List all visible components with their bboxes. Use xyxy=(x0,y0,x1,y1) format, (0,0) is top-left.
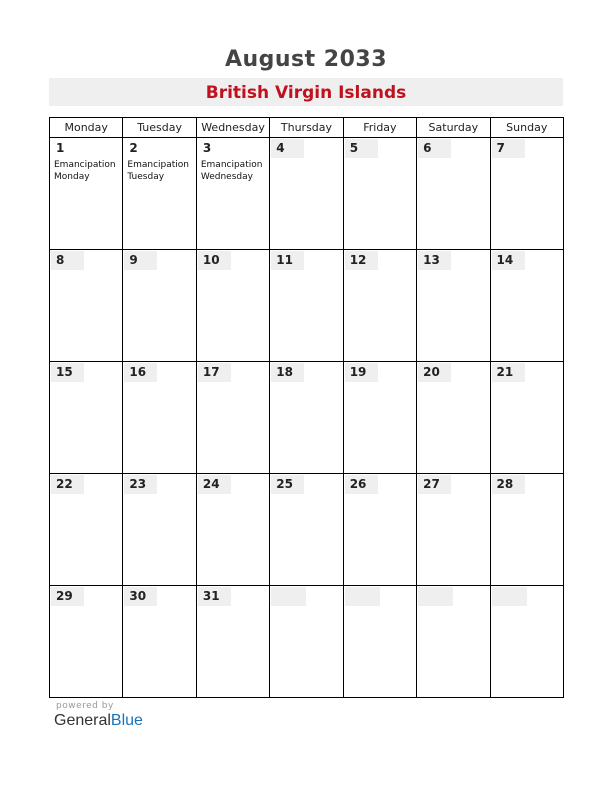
day-cell[interactable] xyxy=(50,586,123,698)
day-number: 7 xyxy=(492,139,525,158)
day-cell[interactable] xyxy=(196,250,269,362)
day-number: 29 xyxy=(51,587,84,606)
weekday-header: Sunday xyxy=(490,118,563,138)
day-number: 31 xyxy=(198,587,231,606)
week-row xyxy=(50,138,564,250)
day-cell[interactable] xyxy=(196,362,269,474)
day-cell[interactable] xyxy=(417,250,490,362)
day-cell[interactable] xyxy=(123,474,196,586)
day-number: 10 xyxy=(198,251,231,270)
day-number: 11 xyxy=(271,251,304,270)
day-cell[interactable] xyxy=(343,250,416,362)
day-number: 12 xyxy=(345,251,378,270)
weekday-header: Thursday xyxy=(270,118,343,138)
day-number: 9 xyxy=(124,251,157,270)
day-cell[interactable] xyxy=(490,586,563,698)
day-number: 17 xyxy=(198,363,231,382)
holiday-label: Emancipation Wednesday xyxy=(200,160,263,182)
calendar-title: August 2033 xyxy=(224,47,388,72)
day-number: 2 xyxy=(124,139,157,158)
day-number: 3 xyxy=(198,139,231,158)
day-number: 18 xyxy=(271,363,304,382)
day-cell[interactable] xyxy=(343,474,416,586)
day-cell[interactable] xyxy=(123,250,196,362)
day-cell[interactable] xyxy=(270,362,343,474)
day-number: 25 xyxy=(271,475,304,494)
day-number: 28 xyxy=(492,475,525,494)
day-number: 19 xyxy=(345,363,378,382)
day-number: 4 xyxy=(271,139,304,158)
weekday-header: Wednesday xyxy=(196,118,269,138)
brand-blue: Blue xyxy=(110,712,143,729)
day-number: 26 xyxy=(345,475,378,494)
week-row xyxy=(50,474,564,586)
day-cell[interactable] xyxy=(270,586,343,698)
weekday-header-row xyxy=(50,118,564,138)
day-number: 27 xyxy=(418,475,451,494)
brand-general: General xyxy=(54,712,111,729)
empty-day-chip xyxy=(492,587,527,606)
day-cell[interactable] xyxy=(196,586,269,698)
day-cell[interactable] xyxy=(490,138,563,250)
day-number: 13 xyxy=(418,251,451,270)
day-cell[interactable] xyxy=(343,138,416,250)
day-number: 14 xyxy=(492,251,525,270)
day-cell[interactable] xyxy=(123,138,196,250)
empty-day-chip xyxy=(345,587,380,606)
day-cell[interactable] xyxy=(417,474,490,586)
day-cell[interactable] xyxy=(343,362,416,474)
day-cell[interactable] xyxy=(123,586,196,698)
day-cell[interactable] xyxy=(50,474,123,586)
day-number: 16 xyxy=(124,363,157,382)
day-cell[interactable] xyxy=(50,250,123,362)
day-cell[interactable] xyxy=(417,586,490,698)
day-cell[interactable] xyxy=(123,362,196,474)
day-number: 22 xyxy=(51,475,84,494)
day-number: 24 xyxy=(198,475,231,494)
weekday-header: Tuesday xyxy=(123,118,196,138)
weekday-header: Monday xyxy=(50,118,123,138)
day-cell[interactable] xyxy=(417,138,490,250)
day-cell[interactable] xyxy=(270,250,343,362)
powered-by-text: powered by xyxy=(56,701,114,711)
day-number: 23 xyxy=(124,475,157,494)
holiday-label: Emancipation Monday xyxy=(54,160,116,182)
day-cell[interactable] xyxy=(490,362,563,474)
day-number: 21 xyxy=(492,363,525,382)
week-row xyxy=(50,250,564,362)
day-number: 15 xyxy=(51,363,84,382)
day-number: 5 xyxy=(345,139,378,158)
day-cell[interactable] xyxy=(50,138,123,250)
day-cell[interactable] xyxy=(196,474,269,586)
week-row xyxy=(50,586,564,698)
day-number: 8 xyxy=(51,251,84,270)
day-cell[interactable] xyxy=(270,138,343,250)
holiday-label: Emancipation Tuesday xyxy=(127,160,190,182)
empty-day-chip xyxy=(418,587,453,606)
day-cell[interactable] xyxy=(50,362,123,474)
empty-day-chip xyxy=(271,587,306,606)
day-number: 20 xyxy=(418,363,451,382)
day-cell[interactable] xyxy=(490,474,563,586)
day-cell[interactable] xyxy=(343,586,416,698)
day-cell[interactable] xyxy=(417,362,490,474)
weekday-header: Saturday xyxy=(417,118,490,138)
region-name: British Virgin Islands xyxy=(205,83,407,103)
calendar-grid xyxy=(49,117,564,698)
day-number: 6 xyxy=(418,139,451,158)
generalblue-logo[interactable] xyxy=(54,712,143,730)
day-cell[interactable] xyxy=(270,474,343,586)
weekday-header: Friday xyxy=(343,118,416,138)
day-number: 1 xyxy=(51,139,84,158)
day-cell[interactable] xyxy=(196,138,269,250)
week-row xyxy=(50,362,564,474)
day-number: 30 xyxy=(124,587,157,606)
day-cell[interactable] xyxy=(490,250,563,362)
